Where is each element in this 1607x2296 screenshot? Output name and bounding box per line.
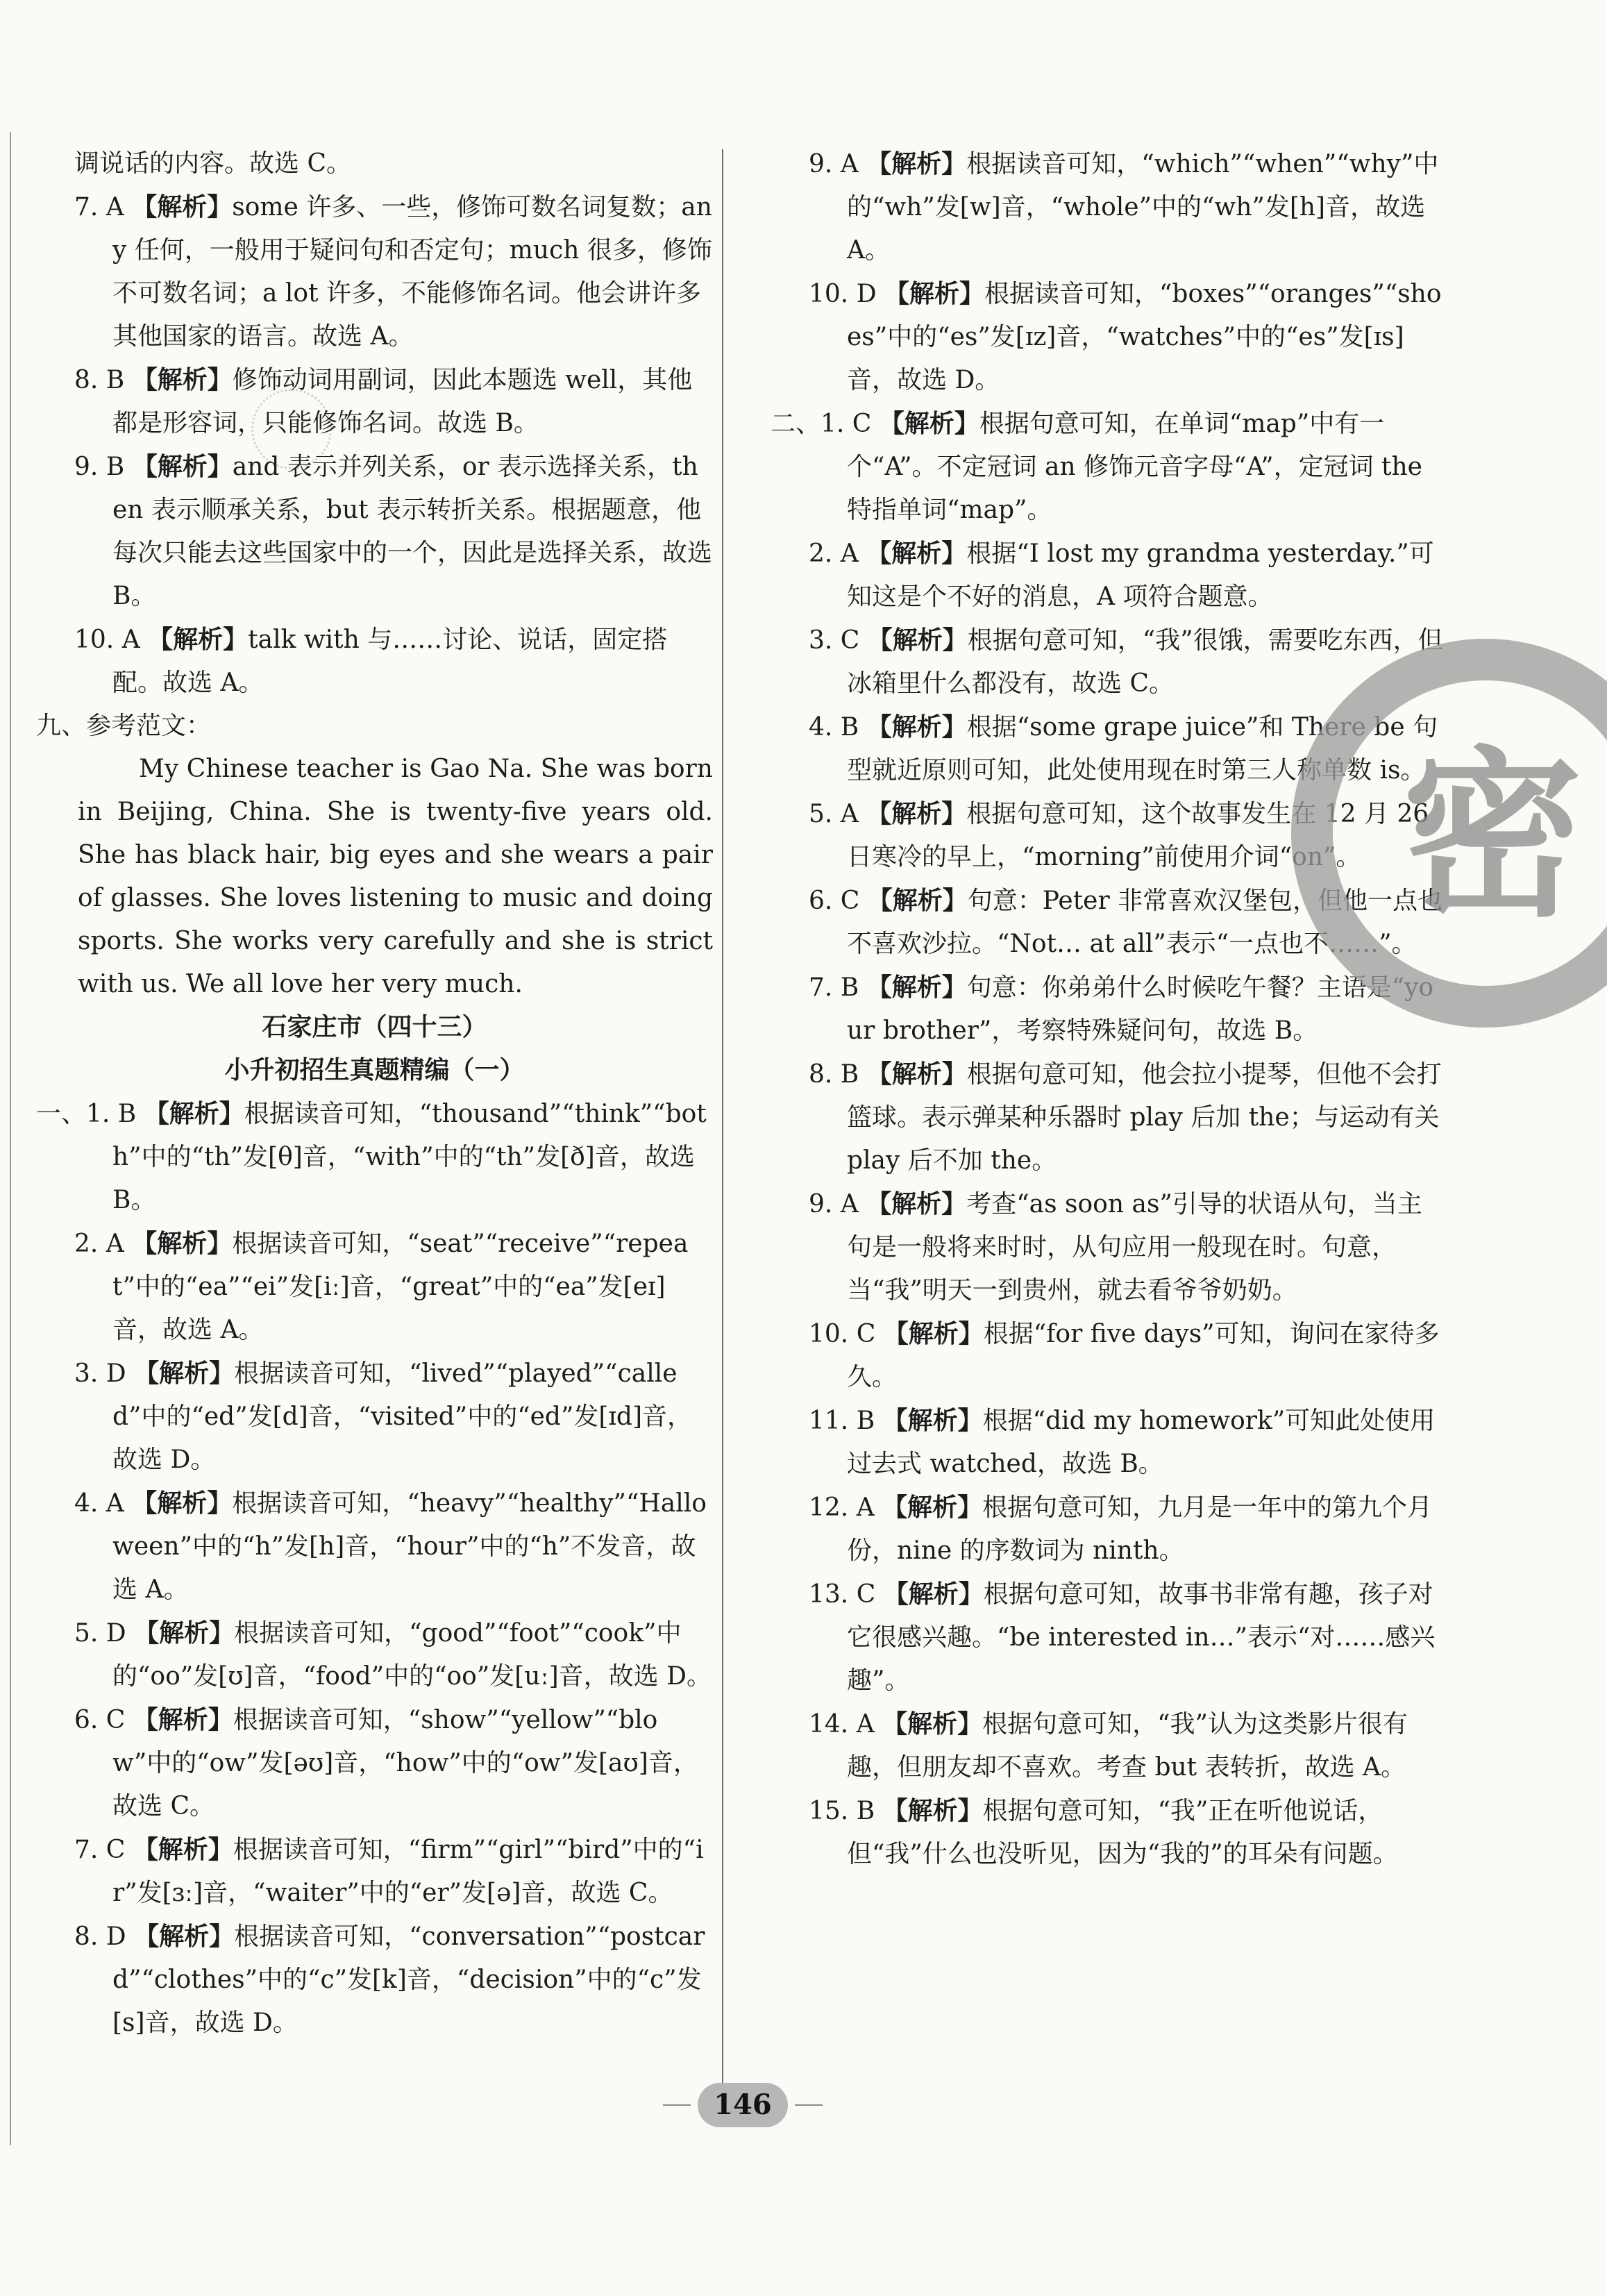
analysis-tag: 【解析】 [132,452,233,481]
analysis-tag: 【解析】 [882,1493,983,1522]
answer-entry [771,1486,1444,1573]
answer-text: 根据读音可知，“heavy”“healthy”“Halloween”中的“h”发[h]音，“hour”中的“h”不发音，故选 A。 [112,1489,707,1604]
answer-text: 根据句意可知，这个故事发生在 12 月 26 日寒冷的早上，“morning”前使用介词“on”。 [847,800,1429,871]
answer-number: 5. D [74,1619,135,1648]
answer-text: 根据“for five days”可知，询问在家待多久。 [847,1320,1440,1391]
analysis-tag: 【解析】 [132,1229,233,1258]
answer-entry [36,1915,713,2045]
answer-entry [36,1611,713,1698]
analysis-tag: 【解析】 [883,1579,984,1609]
answer-text: 修饰动词用副词，因此本题选 well，其他都是形容词，只能修饰名词。故选 B。 [112,366,693,437]
answer-number: 9. B [74,453,133,481]
analysis-tag: 【解析】 [866,1189,967,1218]
answer-text: 根据读音可知，“boxes”“oranges”“shoes”中的“es”发[ɪz]音，“watches”中的“es”发[ɪs]音，故选 D。 [847,280,1442,394]
page-number: 146 [698,2083,788,2127]
answer-text: 根据读音可知，“show”“yellow”“blow”中的“ow”发[əʊ]音，“how”中的“ow”发[aʊ]音，故选 C。 [112,1706,698,1820]
answer-number: 2. A [809,539,867,568]
answer-text: 根据读音可知，“conversation”“postcard”“clothes”中的“c”发[k]音，“decision”中的“c”发[s]音，故选 D。 [112,1922,705,2037]
answer-number: 10. D [809,280,885,308]
answer-number: 二、1. C [771,410,880,438]
answer-text: talk with 与……讨论、说话，固定搭配。故选 A。 [112,626,668,697]
analysis-tag: 【解析】 [132,1489,233,1518]
analysis-tag: 【解析】 [866,1059,967,1089]
answer-number: 11. B [809,1407,883,1435]
answer-entry [36,618,713,705]
answer-number: 14. A [809,1710,883,1738]
answer-text: 根据读音可知，“lived”“played”“called”中的“ed”发[d]音，“visited”中的“ed”发[ɪd]音，故选 D。 [112,1359,693,1474]
answer-number: 4. A [74,1489,133,1518]
answer-entry [36,445,713,618]
analysis-tag: 【解析】 [133,1835,233,1864]
analysis-tag: 【解析】 [132,365,233,394]
analysis-tag: 【解析】 [866,973,967,1002]
answer-text: 根据读音可知，“which”“when”“why”中的“wh”发[w]音，“whole”中的“wh”发[h]音，故选 A。 [847,150,1439,265]
answer-entry [36,1092,713,1222]
left-margin-rule [10,132,11,2145]
model-essay: My Chinese teacher is Gao Na. She was born in Beijing, China. She is twenty-five years old. She has black hair, big eyes and she wears a pair of glasses. She loves listening to music and doing sports. She works very carefully and she is strict with us. We all love her very much. [78,755,713,998]
analysis-tag: 【解析】 [882,1796,983,1825]
analysis-tag: 【解析】 [883,1319,984,1348]
answer-entry [771,402,1444,532]
answer-text: 根据句意可知，九月是一年中的第九个月份，nine 的序数词为 ninth。 [847,1493,1433,1565]
answer-entry [36,185,713,358]
answer-number: 8. B [74,366,133,394]
analysis-tag: 【解析】 [882,1406,983,1435]
answer-entry [36,1222,713,1352]
answer-number: 5. A [809,800,867,828]
analysis-tag: 【解析】 [867,886,968,915]
answer-entry [36,142,713,185]
answer-text: 根据句意可知，在单词“map”中有一个“A”。不定冠词 an 修饰元音字母“A”，定冠词 the 特指单词“map”。 [847,410,1422,524]
answer-entry [771,142,1444,272]
answer-number: 6. C [809,887,868,915]
answer-entry [771,619,1444,705]
answer-number: 7. A [74,193,133,221]
analysis-tag: 【解析】 [884,279,985,308]
answer-text: some 许多、一些，修饰可数名词复数；any 任何，一般用于疑问句和否定句；much 很多，修饰不可数名词；a lot 许多，不能修饰名词。他会讲许多其他国家的语言。故选 A。 [112,193,712,351]
analysis-tag: 【解析】 [134,1922,235,1951]
answer-entry [771,1182,1444,1312]
analysis-tag: 【解析】 [134,1359,235,1388]
answer-entry [771,1573,1444,1702]
answer-number: 12. A [809,1493,883,1522]
answer-text: 根据句意可知，“我”很饿，需要吃东西，但冰箱里什么都没有，故选 C。 [847,626,1443,698]
answer-text: 根据“I lost my grandma yesterday.”可知这是个不好的消息，A 项符合题意。 [847,539,1434,611]
answer-entry [771,1312,1444,1399]
answer-entry [36,1482,713,1611]
analysis-tag: 【解析】 [867,626,968,655]
answer-number: 6. C [74,1706,133,1734]
analysis-tag: 【解析】 [866,539,967,568]
answer-text: 根据句意可知，他会拉小提琴，但他不会打篮球。表示弹某种乐器时 play 后加 the；与运动有关 play 后不加 the。 [847,1060,1442,1175]
answer-entry [36,1828,713,1915]
answer-number: 10. C [809,1320,884,1348]
answer-number: 15. B [809,1797,883,1825]
section-one-answers [36,1092,713,2045]
answer-entry [36,358,713,445]
analysis-tag: 【解析】 [133,1705,233,1734]
answer-entry [771,532,1444,619]
answer-entry [771,1053,1444,1182]
column-divider [722,149,723,2093]
answer-text: 根据读音可知，“good”“foot”“cook”中的“oo”发[ʊ]音，“food”中的“oo”发[uː]音，故选 D。 [112,1619,712,1691]
analysis-tag: 【解析】 [144,1099,244,1128]
analysis-tag: 【解析】 [866,149,967,178]
answer-text: 根据句意可知，故事书非常有趣，孩子对它很感兴趣。“be interested in…”表示“对……感兴趣”。 [847,1580,1436,1695]
answer-text: 根据读音可知，“thousand”“think”“both”中的“th”发[θ]音，“with”中的“th”发[ð]音，故选 B。 [112,1100,707,1214]
analysis-tag: 【解析】 [879,409,979,438]
answer-text: 根据读音可知，“seat”“receive”“repeat”中的“ea”“ei”发[iː]音，“great”中的“ea”发[eɪ]音，故选 A。 [112,1230,689,1344]
left-answer-list [36,142,713,705]
answer-number: 8. D [74,1922,135,1951]
left-column [36,142,713,2045]
answer-number: 10. A [74,626,149,654]
answer-number: 4. B [809,713,867,741]
right-column [771,142,1444,1876]
answer-number: 13. C [809,1580,884,1609]
stamp-character: 密 [1402,732,1583,941]
essay-title: 九、参考范文： [36,712,212,740]
section-subheading: 小升初招生真题精编（一） [224,1056,525,1084]
answer-entry [36,1698,713,1828]
answer-text: 根据读音可知，“firm”“girl”“bird”中的“ir”发[ɜː]音，“waiter”中的“er”发[ə]音，故选 C。 [112,1836,704,1907]
answer-number: 7. C [74,1836,133,1864]
answer-number: 9. A [809,1190,867,1218]
answer-text: 根据句意可知，“我”正在听他说话，但“我”什么也没听见，因为“我的”的耳朵有问题。 [847,1797,1398,1868]
answer-text: 根据“some grape juice”和 There be 句型就近原则可知，此处使用现在时第三人称单数 is。 [847,713,1438,785]
answer-number: 3. C [809,626,868,655]
answer-number: 3. D [74,1359,135,1388]
analysis-tag: 【解析】 [132,192,233,221]
answer-number: 8. B [809,1060,867,1089]
answer-entry [771,1399,1444,1486]
answer-text: 考查“as soon as”引导的状语从句，当主句是一般将来时时，从句应用一般现在时。句意，当“我”明天一到贵州，就去看爷爷奶奶。 [847,1190,1422,1305]
analysis-tag: 【解析】 [882,1709,983,1738]
answer-number: 9. A [809,150,867,178]
answer-number: 2. A [74,1230,133,1258]
answer-entry [36,1352,713,1482]
analysis-tag: 【解析】 [866,799,967,828]
answer-text: 句意：Peter 非常喜欢汉堡包，但他一点也不喜欢沙拉。“Not… at all”表示“一点也不……”。 [847,887,1443,958]
answer-text: 根据句意可知，“我”认为这类影片很有趣，但朋友却不喜欢。考查 but 表转折，故选 A。 [847,1710,1408,1782]
answer-number: 7. B [809,973,867,1002]
answer-text: 句意：你弟弟什么时候吃午餐？主语是“your brother”，考察特殊疑问句，故选 B。 [847,973,1434,1045]
right-answer-list [771,142,1444,1876]
section-heading: 石家庄市（四十三） [262,1013,487,1041]
analysis-tag: 【解析】 [148,625,249,654]
answer-entry [771,1702,1444,1789]
answer-text: 根据“did my homework”可知此处使用过去式 watched，故选 B。 [847,1407,1436,1478]
answer-number: 一、1. B [36,1100,144,1128]
analysis-tag: 【解析】 [134,1618,235,1648]
answer-entry [771,272,1444,402]
answer-text: and 表示并列关系，or 表示选择关系，then 表示顺承关系，but 表示转折关系。根据题意，他每次只能去这些国家中的一个，因此是选择关系，故选 B。 [112,453,713,610]
analysis-tag: 【解析】 [866,712,967,741]
answer-text: 调说话的内容。故选 C。 [74,149,351,178]
answer-entry [771,966,1444,1053]
answer-entry [771,1789,1444,1876]
